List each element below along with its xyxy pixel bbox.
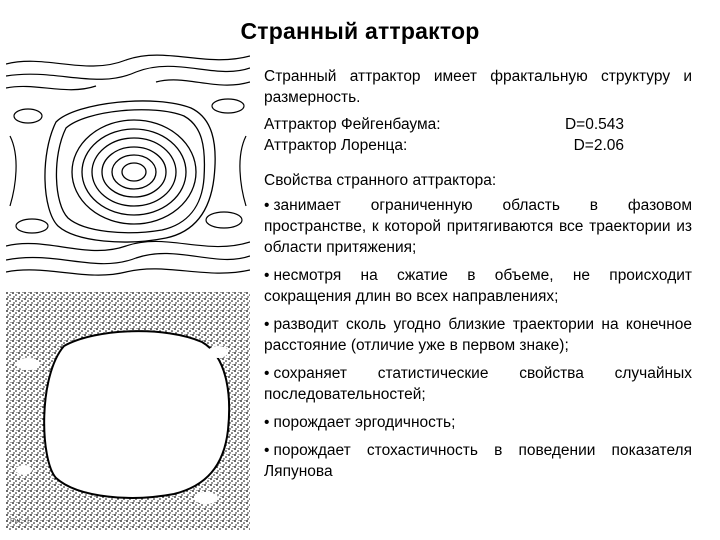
bullet-icon: • [264,197,270,214]
property-item [264,195,692,258]
property-text: разводит сколь угодно близкие траектории на конечное расстояние (отличие уже в первом знаке); [264,316,692,354]
property-text: сохраняет статистические свойства случайных последовательностей; [264,365,692,403]
dimension-value: D=0.543 [564,116,624,133]
dimension-value: D=2.06 [573,137,624,154]
upper-phase-portrait [6,46,250,284]
slide-title: Странный аттрактор [240,18,480,44]
dimension-list [264,114,692,156]
lower-phase-portrait [6,292,250,530]
properties-heading: Свойства странного аттрактора: [264,172,497,189]
properties-list [264,195,692,482]
dimension-label: Аттрактор Фейгенбаума: [264,116,441,133]
property-text: порождает эргодичность; [273,414,456,431]
property-item [264,363,692,405]
bullet-icon: • [264,365,270,382]
bullet-icon: • [264,267,270,284]
attractor-illustration [6,46,250,530]
bullet-icon: • [264,414,270,431]
property-item [264,440,692,482]
dimension-label: Аттрактор Лоренца: [264,137,408,154]
text-column [264,66,692,489]
property-text: порождает стохастичность в поведении показателя Ляпунова [264,442,692,480]
property-item [264,314,692,356]
property-item [264,265,692,307]
property-text: занимает ограниченную область в фазовом пространстве, к которой притягиваются все траектории из области притяжения; [264,197,692,256]
intro-paragraph: Странный аттрактор имеет фрактальную структуру и размерность. [264,68,692,106]
dimension-row [264,135,624,156]
property-item [264,412,692,433]
attractor-figure [6,46,250,530]
figure-caption: Рис. 1 [10,518,30,525]
bullet-icon: • [264,316,270,333]
bullet-icon: • [264,442,270,459]
property-text: несмотря на сжатие в объеме, не происходит сокращения длин во всех направлениях; [264,267,692,305]
dimension-row [264,114,624,135]
